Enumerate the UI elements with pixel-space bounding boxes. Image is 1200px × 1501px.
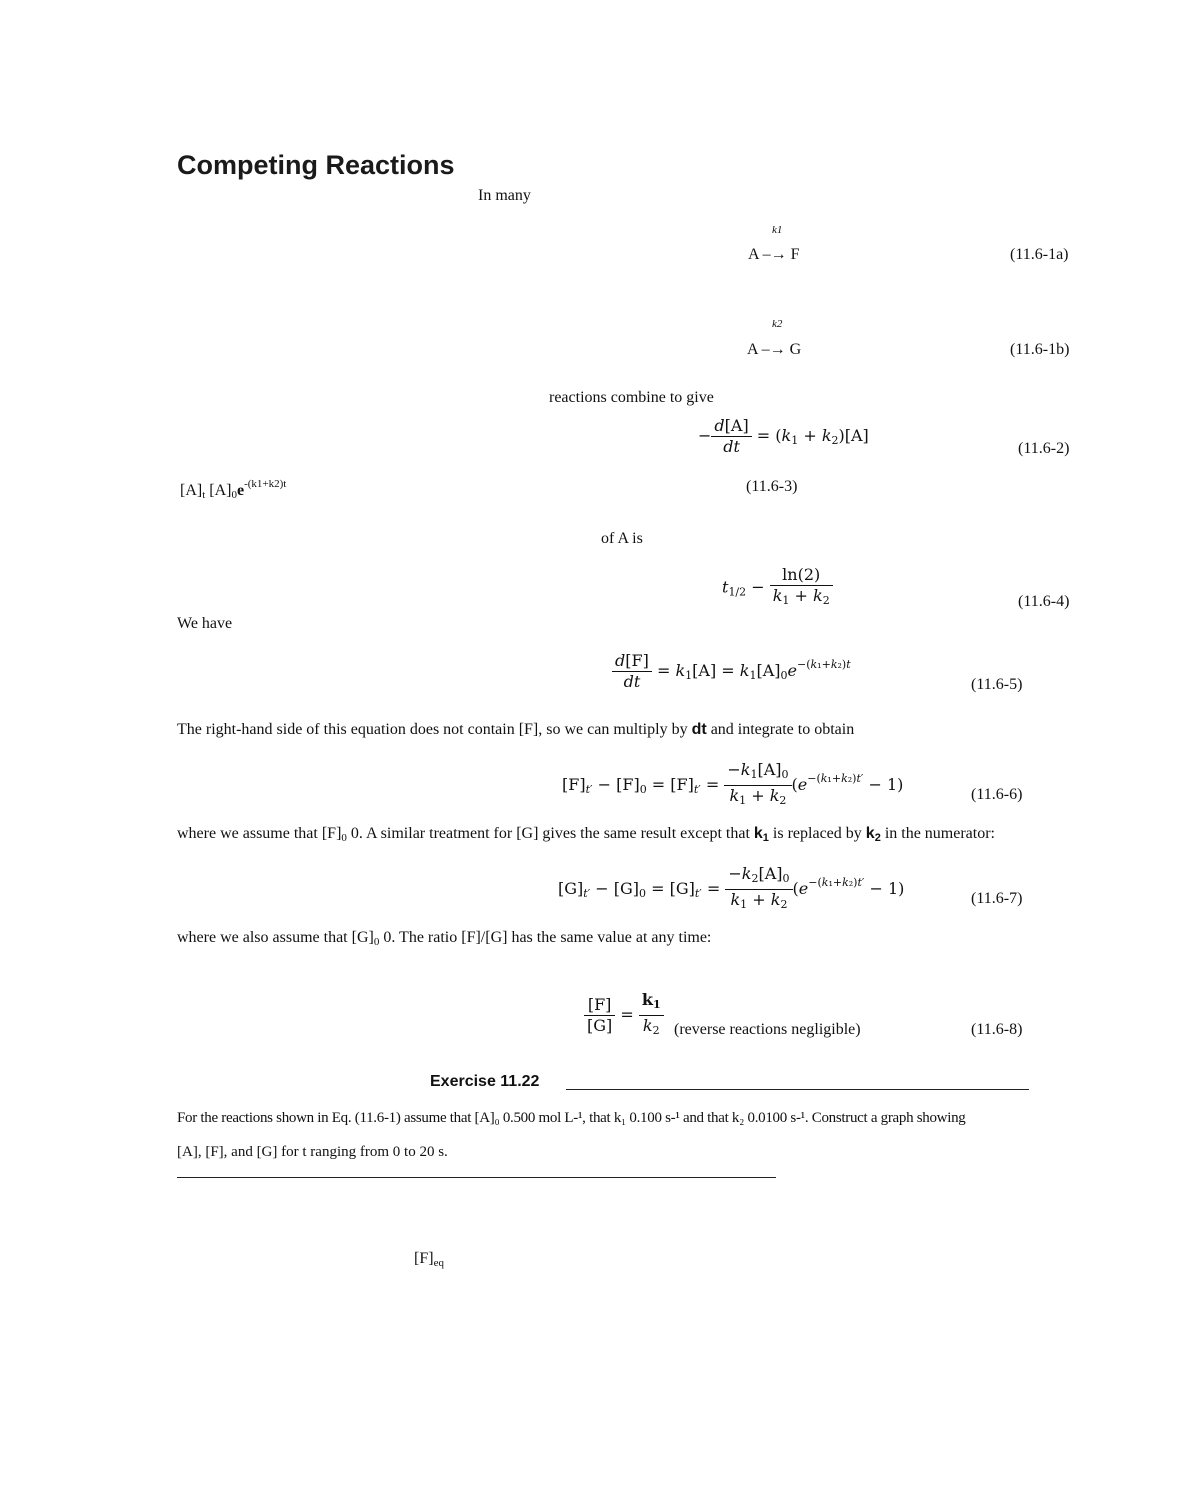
assume-f-paragraph: where we assume that $[F]_0$ 0. A similar treatment for [G] gives the same result except that $k_1$ is replaced by $k_2$ in the numerator: — [177, 825, 995, 844]
equation-number-1b: (11.6-1b) — [1010, 341, 1070, 358]
we-have-text: We have — [177, 615, 233, 632]
product-f-integrated-equation: $[F]_{t'} - [F]_0 = [F]_{t'}$ = $\frac{-k_1[A]_0}{k_1 + k_2}$ $(e^{-(k_1+k_2)t'} - 1)$ — [562, 760, 904, 807]
rhs-paragraph: The right-hand side of this equation does not contain [F], so we can multiply by dt and integrate to obtain — [177, 721, 855, 738]
exercise-text-line-2: [A], [F], and [G] for t ranging from 0 to 20 s. — [177, 1144, 448, 1160]
half-life-equation: $t_{1/2}$ − $\frac{\ln(2)}{k_1 + k_2}$ — [722, 565, 833, 611]
page-title: Competing Reactions — [177, 150, 455, 180]
exercise-text-line-1: For the reactions shown in Eq. (11.6-1) assume that [A]₀ 0.500 mol L-¹, that k₁ 0.100 s-¹ and that k₂ 0.0100 s-¹. Construct a graph showing — [177, 1110, 966, 1126]
intro-text: In many — [478, 187, 531, 204]
exercise-heading: Exercise 11.22 — [430, 1073, 540, 1090]
rate-law-equation: − $\frac{d[A]}{dt}$ = $(k_1 + k_2)[A]$ — [698, 416, 869, 456]
equation-number-5: (11.6-5) — [971, 676, 1023, 693]
exercise-bottom-rule — [177, 1177, 776, 1178]
half-life-text: of A is — [601, 530, 643, 547]
integrated-rate-law: $[A]_t$ $[A]_0e^{-(k1+k2)t}$ — [180, 478, 287, 501]
equation-number-6: (11.6-6) — [971, 786, 1023, 803]
rate-constant-k1-label: k1 — [772, 224, 783, 236]
equation-number-8: (11.6-8) — [971, 1021, 1023, 1038]
assume-g-paragraph: where we also assume that $[G]_0$ 0. The ratio [F]/[G] has the same value at any time: — [177, 929, 712, 948]
equation-number-1a: (11.6-1a) — [1010, 246, 1069, 263]
ratio-equation: $\frac{[F]}{[G]}$ = $\frac{k_1}{k_2}$ — [584, 990, 664, 1041]
reverse-note: (reverse reactions negligible) — [674, 1021, 861, 1038]
equation-number-7: (11.6-7) — [971, 890, 1023, 907]
combine-text: reactions combine to give — [549, 389, 714, 406]
equation-number-2: (11.6-2) — [1018, 440, 1070, 457]
reaction-a-equation: A –→ F — [748, 246, 800, 263]
exercise-heading-rule — [566, 1089, 1029, 1090]
f-equilibrium-label: $[F]_{eq}$ — [414, 1250, 444, 1269]
equation-number-3: (11.6-3) — [746, 478, 798, 495]
rate-constant-k2-label: k2 — [772, 318, 783, 330]
product-g-integrated-equation: $[G]_{t'} - [G]_0 = [G]_{t'}$ = $\frac{-k_2[A]_0}{k_1 + k_2}$ $(e^{-(k_1+k_2)t'} - 1)$ — [558, 864, 905, 911]
reaction-b-equation: A –→ G — [747, 341, 802, 358]
equation-number-4: (11.6-4) — [1018, 593, 1070, 610]
product-f-rate-equation: $\frac{d[F]}{dt}$ = $k_1[A] = k_1[A]_0e^{-(k_1+k_2)t}$ — [612, 651, 851, 692]
